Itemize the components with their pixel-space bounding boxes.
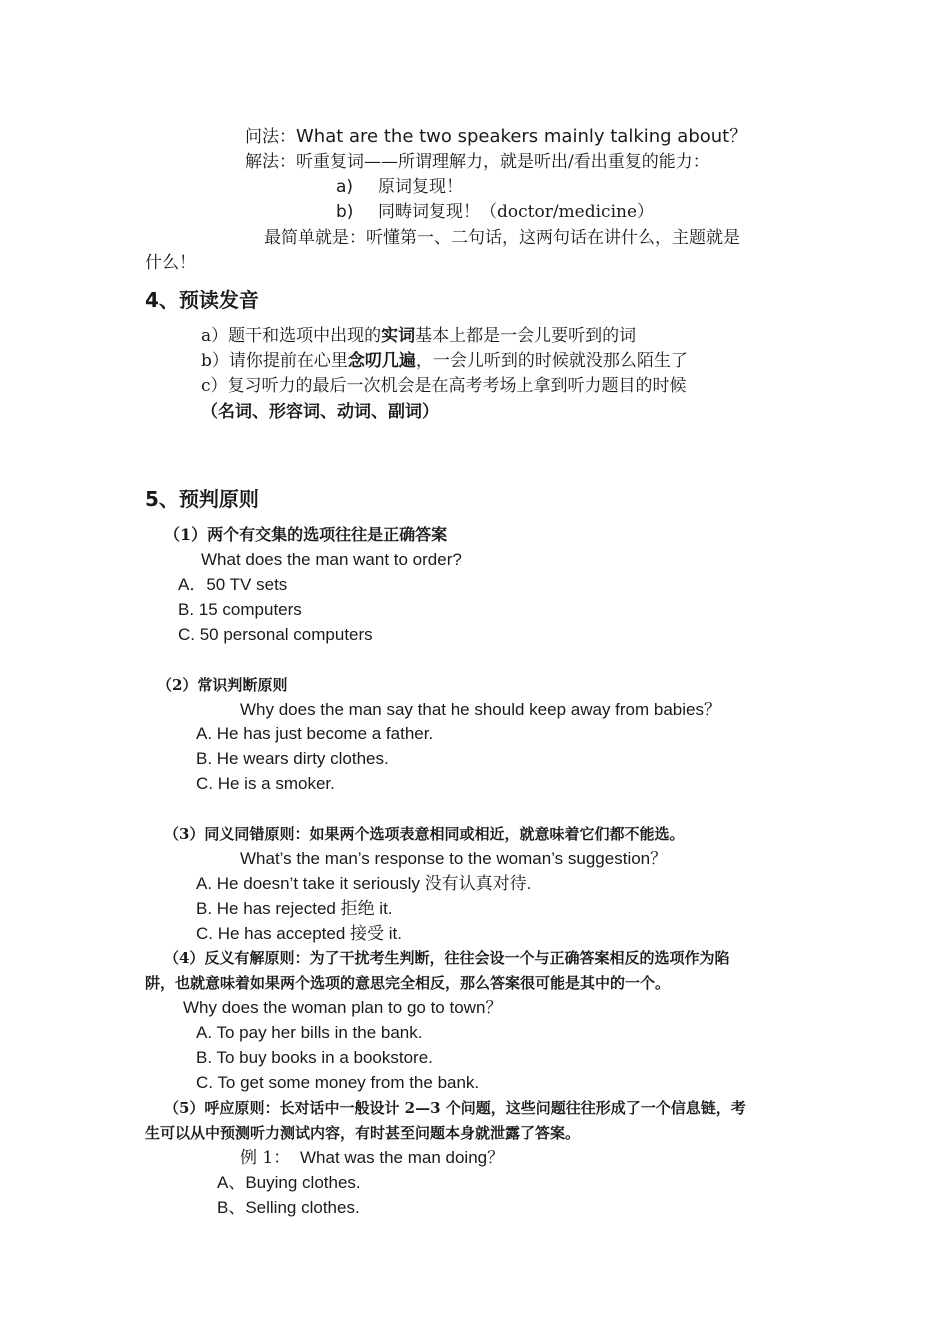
s4-item-a-rest: 基本上都是一会儿要听到的词 [415,326,637,346]
principle-5-title-line-2: 生可以从中预测听力测试内容，有时甚至问题本身就泄露了答案。 [145,1124,581,1142]
principle-2-option-b: B. He wears dirty clothes. [196,749,389,768]
principle-3-question: What’s the man’s response to the woman’s suggestion？ [240,849,668,868]
principle-2-question: Why does the man say that he should keep away from babies？ [240,700,721,719]
principle-4-title-line-1: （4）反义有解原则：为了干扰考生判断，往往会设一个与正确答案相反的选项作为陷 [164,949,730,967]
ask-label: 问法： [245,127,296,147]
solve-item-a-label: a) [336,177,354,197]
s4-item-b-bold: 念叨几遍 [347,351,416,371]
solve-item-b-text: 同畴词复现！（doctor/medicine） [378,202,655,222]
section-5-heading: 5、预判原则 [145,487,259,511]
solve-item-b [336,201,654,223]
principle-4-option-a: A. To pay her bills in the bank. [196,1023,423,1042]
example-question: What was the man doing？ [300,1148,505,1167]
principle-3-option-a: A. He doesn’t take it seriously 没有认真对待. [196,874,532,893]
solve-item-a-text: 原词复现！ [378,177,463,197]
simple-line-2: 什么！ [145,253,196,273]
principle-5-option-a: A、Buying clothes. [217,1173,361,1192]
solve-item-b-label: b) [336,202,354,222]
s4-item-a-text: a）题干和选项中出现的 [201,326,382,346]
s4-word-types-note: （名词、形容词、动词、副词） [201,402,439,422]
s4-item-a [201,325,636,347]
section-4-heading: 4、预读发音 [145,288,259,312]
principle-3-option-b: B. He has rejected 拒绝 it. [196,899,393,918]
principle-4-title-line-2: 阱，也就意味着如果两个选项的意思完全相反，那么答案很可能是其中的一个。 [145,974,671,992]
principle-2-option-c: C. He is a smoker. [196,774,335,793]
ask-line [245,126,747,148]
principle-3-option-c: C. He has accepted 接受 it. [196,924,402,943]
principle-5-example [240,1147,504,1169]
principle-1-option-a: A．50 TV sets [178,575,288,594]
principle-5-title-line-1: （5）呼应原则：长对话中一般设计 2—3 个问题，这些问题往往形成了一个信息链，考 [164,1099,746,1117]
principle-3-title: （3）同义同错原则：如果两个选项表意相同或相近，就意味着它们都不能选。 [164,825,685,843]
solve-item-a [336,176,463,198]
principle-2-option-a: A. He has just become a father. [196,724,434,743]
principle-1-option-c: C. 50 personal computers [178,625,373,644]
principle-4-option-c: C. To get some money from the bank. [196,1073,480,1092]
s4-item-b-rest: ，一会儿听到的时候就没那么陌生了 [415,351,688,371]
simple-line-1: 最简单就是：听懂第一、二句话，这两句话在讲什么，主题就是 [264,228,740,248]
s4-item-b-text: b）请你提前在心里 [201,351,348,371]
ask-question: What are the two speakers mainly talking about？ [296,126,748,147]
principle-1-title: （1）两个有交集的选项往往是正确答案 [164,525,448,544]
principle-2-title: （2）常识判断原则 [157,676,288,694]
solve-line [245,151,710,173]
solve-text: 听重复词——所谓理解力，就是听出/看出重复的能力： [296,152,710,172]
principle-4-question: Why does the woman plan to go to town？ [183,998,503,1017]
s4-item-b [201,350,688,372]
s4-item-c: c）复习听力的最后一次机会是在高考考场上拿到听力题目的时候 [201,376,687,396]
example-label: 例 1： [240,1148,291,1168]
s4-item-a-bold: 实词 [381,326,416,346]
solve-label: 解法： [245,152,296,172]
principle-1-question: What does the man want to order? [201,550,462,569]
principle-4-option-b: B. To buy books in a bookstore. [196,1048,433,1067]
principle-1-option-b: B. 15 computers [178,600,302,619]
principle-5-option-b: B、Selling clothes. [217,1198,360,1217]
